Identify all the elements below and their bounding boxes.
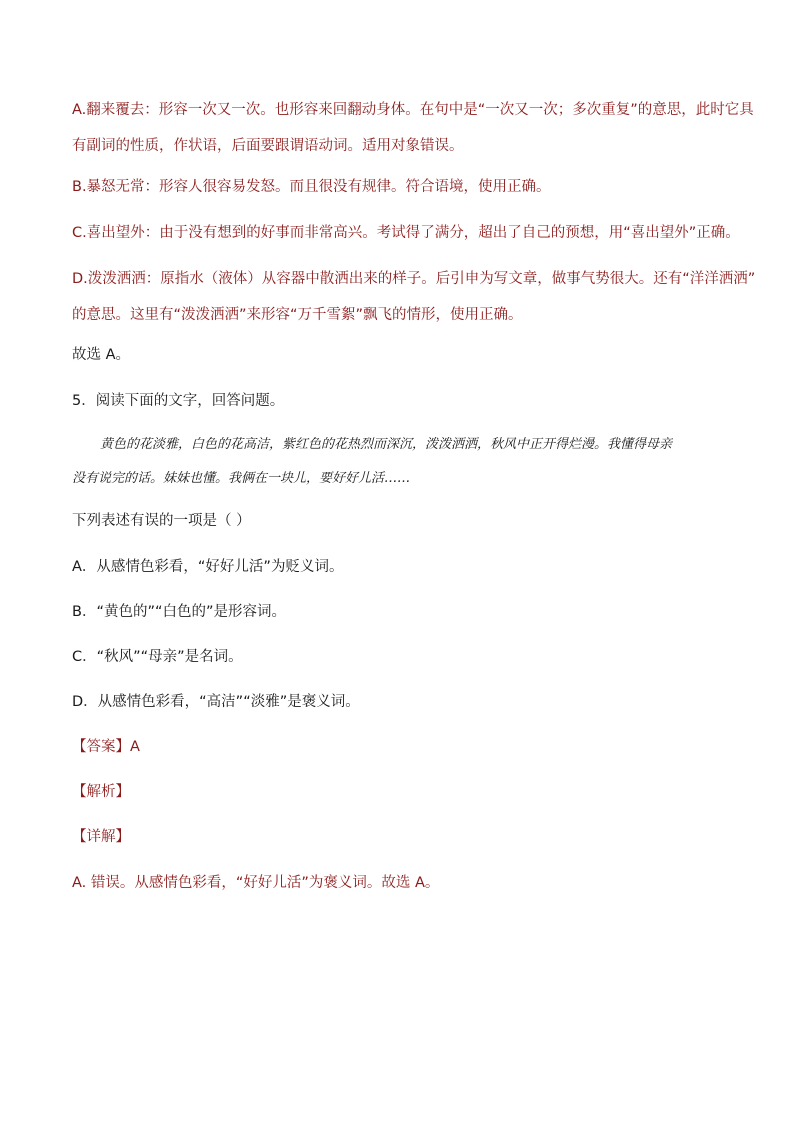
analysis-label: 【解析】 [72,784,130,800]
passage-line-2: 没有说完的话。妹妹也懂。我俩在一块儿，要好好儿活…… [72,471,411,486]
reading-passage [72,428,732,496]
conclusion: 故选 A。 [72,347,131,363]
answer-label: 【答案】 [72,739,130,755]
analysis-item-c-line-1: C.喜出望外：由于没有想到的好事而非常高兴。考试得了满分，超出了自己的预想，用“喜出望外”正确。 [72,225,740,241]
analysis-item-a [72,92,754,164]
analysis-item-d-line-1: D.泼泼洒洒：原指水（液体）从容器中散洒出来的样子。后引申为写文章，做事气势很大。还有“洋洋洒洒” [72,271,756,287]
question-prompt: 下列表述有误的一项是（ ） [72,513,251,529]
analysis-item-d-line-2: 的意思。这里有“泼泼洒洒”来形容“万千雪絮”飘飞的情形，使用正确。 [72,307,523,323]
option-c: C．“秋风”“母亲”是名词。 [72,649,243,665]
answer-value: A [130,739,140,755]
analysis-item-c [72,215,740,251]
option-d: D．从感情色彩看，“高洁”“淡雅”是褒义词。 [72,694,360,710]
analysis-item-a-line-1: A.翻来覆去：形容一次又一次。也形容来回翻动身体。在句中是“一次又一次；多次重复”的意思，此时它具 [72,102,754,118]
detail-text: A. 错误。从感情色彩看，“好好儿活”为褒义词。故选 A。 [72,875,440,891]
analysis-item-a-line-2: 有副词的性质，作状语，后面要跟谓语动词。适用对象错误。 [72,138,464,154]
passage-line-1: 黄色的花淡雅，白色的花高洁，紫红色的花热烈而深沉，泼泼洒洒，秋风中正开得烂漫。我懂得母亲 [100,437,673,452]
analysis-item-b-line-1: B.暴怒无常：形容人很容易发怒。而且很没有规律。符合语境，使用正确。 [72,179,551,195]
analysis-item-d [72,261,756,333]
option-b: B．“黄色的”“白色的”是形容词。 [72,604,286,620]
answer-line [72,729,732,765]
detail-label: 【详解】 [72,829,130,845]
option-a: A．从感情色彩看，“好好儿活”为贬义词。 [72,559,344,575]
question-stem: 5．阅读下面的文字，回答问题。 [72,393,285,409]
analysis-item-b [72,169,732,205]
